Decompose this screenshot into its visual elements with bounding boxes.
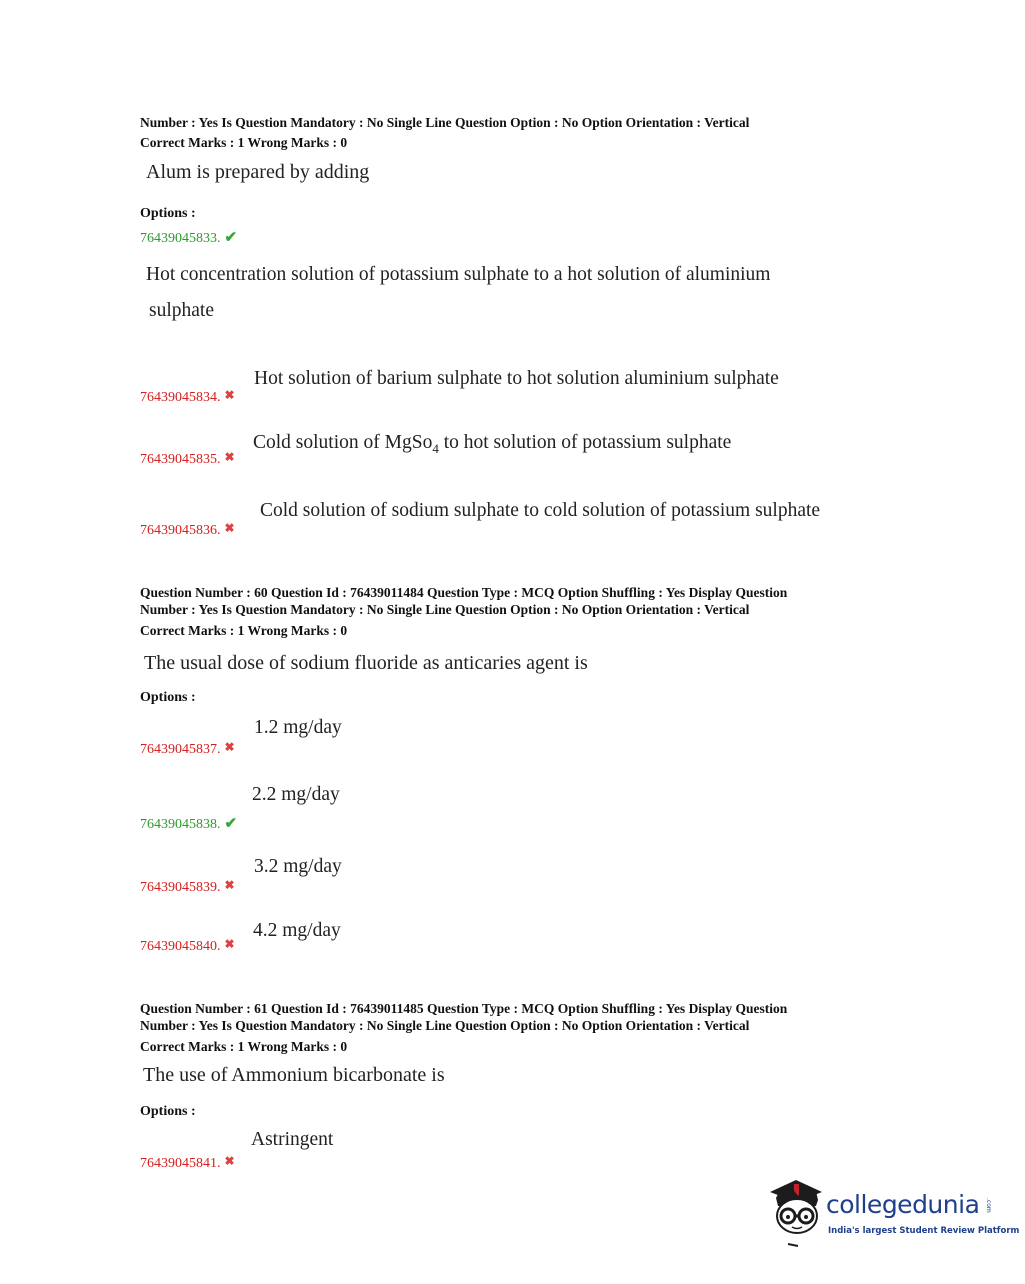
option-id: 76439045840. ✖: [140, 937, 235, 954]
collegedunia-mascot-icon: [766, 1176, 828, 1248]
option-text: 2.2 mg/day: [252, 784, 340, 805]
question-text: The use of Ammonium bicarbonate is: [143, 1064, 445, 1086]
option-text: 3.2 mg/day: [254, 856, 342, 877]
options-label: Options :: [140, 206, 196, 221]
question-text: The usual dose of sodium fluoride as anticaries agent is: [144, 652, 588, 674]
question-meta-line: Question Number : 61 Question Id : 76439011485 Question Type : MCQ Option Shuffling : Yes Display Question: [140, 1001, 788, 1016]
cross-icon: ✖: [224, 521, 235, 535]
marks-line: Correct Marks : 1 Wrong Marks : 0: [140, 135, 348, 150]
option-id: 76439045836. ✖: [140, 521, 235, 538]
question-meta-line: Question Number : 60 Question Id : 76439011484 Question Type : MCQ Option Shuffling : Yes Display Question: [140, 585, 788, 600]
cross-icon: ✖: [224, 388, 235, 402]
option-text: 4.2 mg/day: [253, 920, 341, 941]
option-text: Cold solution of sodium sulphate to cold solution of potassium sulphate: [260, 500, 821, 521]
check-icon: ✔: [224, 230, 238, 246]
question-meta-line: Number : Yes Is Question Mandatory : No Single Line Question Option : No Option Orientation : Vertical: [140, 115, 750, 130]
option-id: 76439045833. ✔: [140, 230, 238, 246]
option-id: 76439045835. ✖: [140, 450, 235, 467]
logo-wordmark: collegedunia: [826, 1190, 980, 1219]
options-label: Options :: [140, 690, 196, 705]
cross-icon: ✖: [224, 1154, 235, 1168]
option-text: Hot solution of barium sulphate to hot solution aluminium sulphate: [254, 368, 779, 389]
options-label: Options :: [140, 1104, 196, 1119]
cross-icon: ✖: [224, 878, 235, 892]
cross-icon: ✖: [224, 450, 235, 464]
logo-domain-suffix: .com: [985, 1198, 992, 1213]
option-id: 76439045838. ✔: [140, 816, 238, 832]
option-id: 76439045841. ✖: [140, 1154, 235, 1171]
check-icon: ✔: [224, 816, 238, 832]
option-text: Cold solution of MgSo$_4$ to hot solution of potassium sulphate: [253, 432, 732, 456]
option-id: 76439045837. ✖: [140, 740, 235, 757]
option-text: Astringent: [251, 1129, 334, 1150]
option-text: 1.2 mg/day: [254, 717, 342, 738]
logo-tagline: India's largest Student Review Platform: [828, 1226, 1020, 1236]
question-meta-line: Number : Yes Is Question Mandatory : No Single Line Question Option : No Option Orientation : Vertical: [140, 1018, 750, 1033]
cross-icon: ✖: [224, 740, 235, 754]
cross-icon: ✖: [224, 937, 235, 951]
option-text: sulphate: [149, 300, 214, 321]
marks-line: Correct Marks : 1 Wrong Marks : 0: [140, 1039, 348, 1054]
question-meta-line: Number : Yes Is Question Mandatory : No Single Line Question Option : No Option Orientation : Vertical: [140, 602, 750, 617]
option-text: Hot concentration solution of potassium sulphate to a hot solution of aluminium: [146, 264, 771, 285]
marks-line: Correct Marks : 1 Wrong Marks : 0: [140, 623, 348, 638]
option-id: 76439045834. ✖: [140, 388, 235, 405]
question-text: Alum is prepared by adding: [146, 161, 370, 183]
option-id: 76439045839. ✖: [140, 878, 235, 895]
